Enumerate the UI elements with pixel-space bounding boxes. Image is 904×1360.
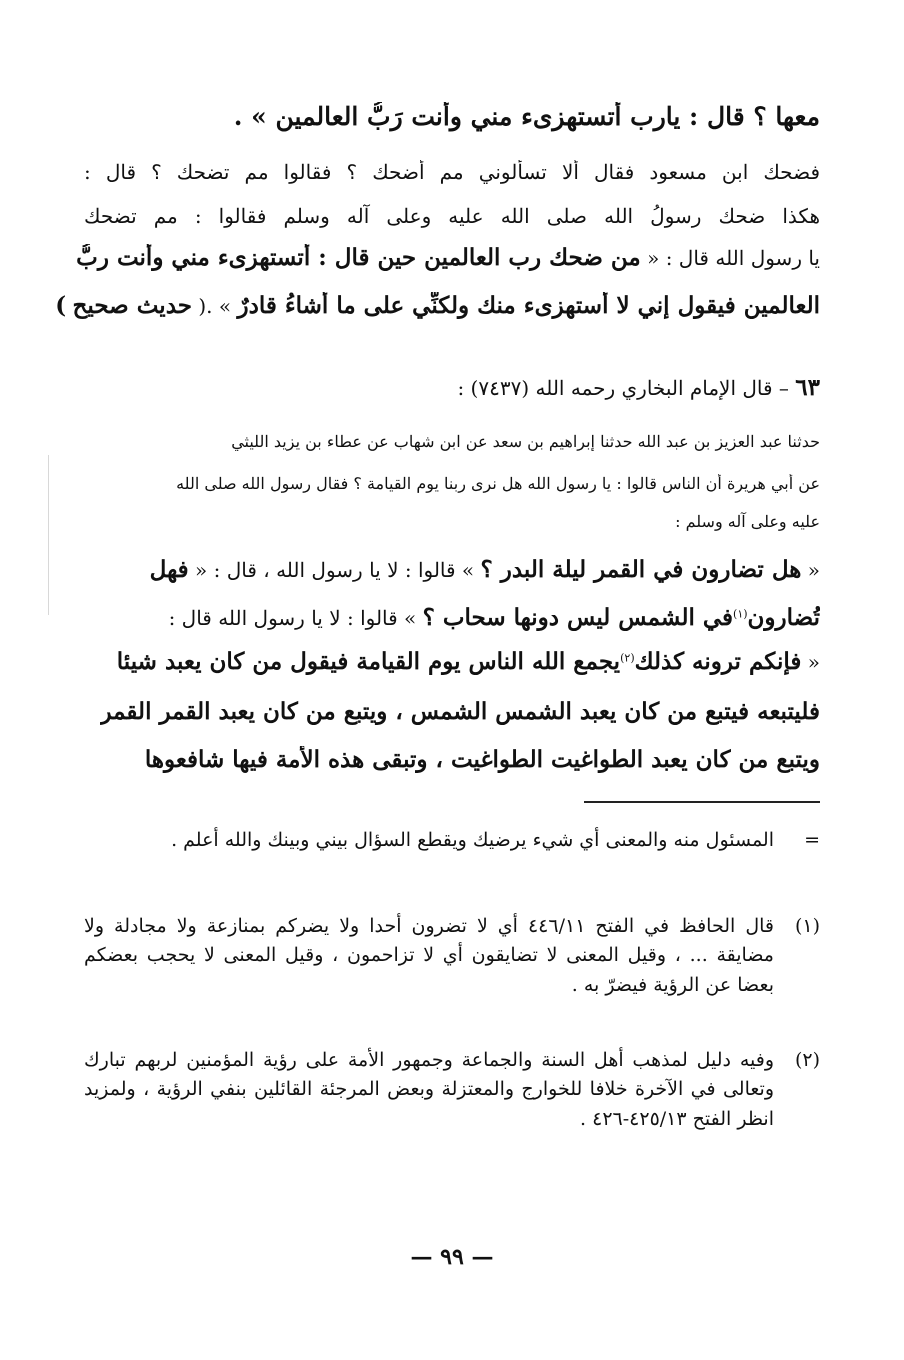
matn-question-2-word: تُضارون <box>747 604 820 631</box>
matn-reply-1: » قالوا : لا يا رسول الله ، قال : « <box>195 558 475 582</box>
matn-line-4: فليتبعه فيتبع من كان يعبد الشمس الشمس ، ويتبع من كان يعبد القمر القمر <box>100 698 820 725</box>
narration-line-2: هكذا ضحك رسولُ الله صلى الله عليه وعلى آله وسلم فقالوا : مم تضحك <box>84 204 820 228</box>
hadith-heading-text: – قال الإمام البخاري رحمه الله (٧٤٣٧) : <box>457 376 789 400</box>
isnad-line-1: حدثنا عبد العزيز بن عبد الله حدثنا إبراهيم بن سعد عن ابن شهاب عن عطاء بن يزيد الليثي <box>231 432 820 451</box>
footnote-ref-1[interactable]: (١) <box>733 607 748 621</box>
matn-line-5: ويتبع من كان يعبد الطواغيت الطواغيت ، وتبقى هذه الأمة فيها شافعوها <box>144 746 820 773</box>
matn-quote-open: « <box>807 558 820 582</box>
footnote-ref-2[interactable]: (٢) <box>620 651 635 665</box>
matn-line-1 <box>150 556 820 584</box>
footnote-marker: (١) <box>794 915 820 937</box>
hadith-grade: حديث صحيح <box>72 292 192 319</box>
prophetic-quote-1: من ضحك رب العالمين حين قال : أتستهزىء مني وأنت ربُّ <box>76 244 641 271</box>
footnote-continuation <box>84 826 820 855</box>
hadith-number: ٦٣ <box>795 374 820 401</box>
matn-line-2 <box>169 604 820 632</box>
narration-line-1: فضحك ابن مسعود فقال ألا تسألوني مم أضحك ؟ فقالوا مم تضحك ؟ قال : <box>84 160 820 184</box>
footnote-marker: = <box>804 829 820 851</box>
matn-statement-2: يجمع الله الناس يوم القيامة فيقول من كان يعبد شيئا <box>116 648 621 675</box>
matn-question-2-start: فهل <box>149 556 189 583</box>
hadith-heading <box>457 374 820 402</box>
matn-quote-open-2: « <box>807 650 820 674</box>
footnote-text: المسئول منه والمعنى أي شيء يرضيك ويقطع السؤال بيني وبينك والله أعلم . <box>171 829 774 851</box>
footnote-1 <box>84 912 820 1000</box>
prophetic-quote-2: العالمين فيقول إني لا أستهزىء منك ولكنِّي على ما أشاءُ قادرٌ <box>237 292 820 319</box>
matn-reply-2: » قالوا : لا يا رسول الله قال : <box>168 606 417 630</box>
footnote-text: وفيه دليل لمذهب أهل السنة والجماعة وجمهور الأمة على رؤية المؤمنين لربهم تبارك وتعالى في الآخرة خلافا للخوارج والمعتزلة وبعض المرجئة القائلين بنفي الرؤية ، ولمزيد انظر الفتح ٤٢٥/١٣-٤٢٦ . <box>84 1049 774 1130</box>
narration-quote-open: يا رسول الله قال : « <box>647 246 820 270</box>
isnad-line-3: عليه وعلى آله وسلم : <box>675 512 820 531</box>
matn-line-3 <box>117 648 820 676</box>
grade-close: ) <box>55 292 67 319</box>
page-number: — ٩٩ — <box>410 1244 494 1270</box>
scan-fold-line <box>48 455 49 615</box>
matn-question-1: هل تضارون في القمر ليلة البدر ؟ <box>480 556 802 583</box>
footnote-text: قال الحافظ في الفتح ٤٤٦/١١ أي لا تضرون أحدا ولا يضركم بمنازعة ولا مجادلة ولا مضايقة ... ، وقيل المعنى لا تضايقون أي لا تزاحمون ، وقيل المعنى لا يحجب بعضكم بعضا عن الرؤية فيضرّ به . <box>84 915 774 996</box>
narration-line-4 <box>55 292 820 320</box>
isnad-line-2: عن أبي هريرة أن الناس قالوا : يا رسول الله هل نرى ربنا يوم القيامة ؟ فقال رسول الله صلى الله <box>176 474 820 493</box>
footnote-2 <box>84 1046 820 1134</box>
narration-line-3 <box>76 244 820 272</box>
footnote-marker: (٢) <box>794 1049 820 1071</box>
footnote-divider <box>584 801 820 803</box>
matn-question-2-rest: في الشمس ليس دونها سحاب ؟ <box>422 604 734 631</box>
quote-close: » .( <box>198 294 232 318</box>
matn-statement-1: فإنكم ترونه كذلك <box>634 648 802 675</box>
continuation-line: معها ؟ قال : يارب أتستهزىء مني وأنت رَبُّ العالمين » . <box>233 102 820 131</box>
